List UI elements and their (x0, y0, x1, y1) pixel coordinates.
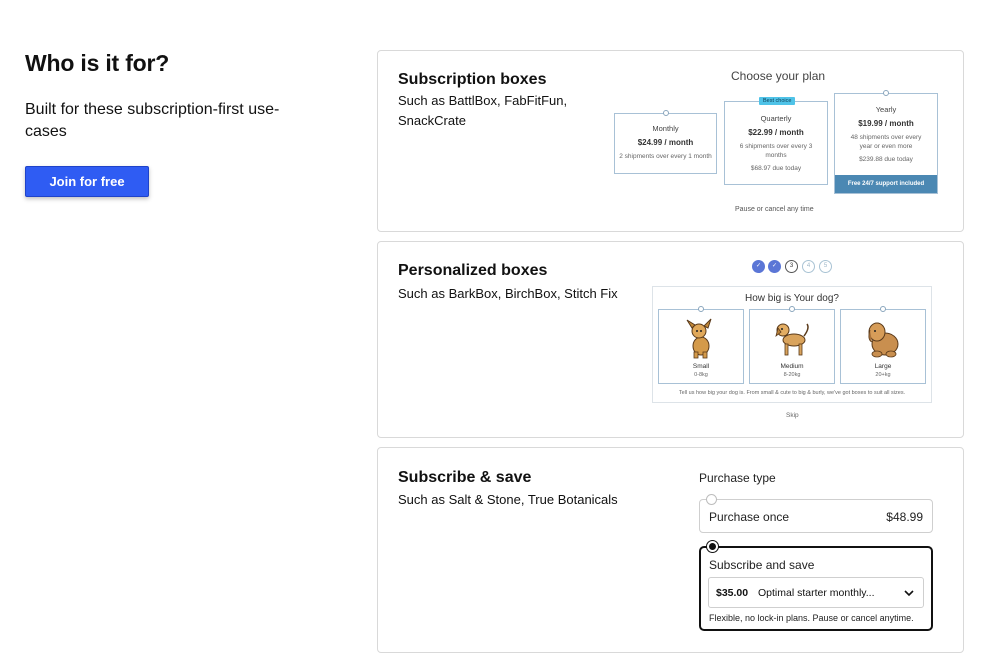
plan-description: 2 shipments over every 1 month (619, 153, 712, 160)
subscription-boxes-card (377, 50, 964, 232)
subscribe-save-card (377, 447, 964, 653)
step-3[interactable]: 3 (785, 260, 798, 273)
purchase-type-label: Purchase type (699, 471, 776, 485)
plan-price: $22.99 / month (748, 128, 804, 137)
subscribe-save-option[interactable] (699, 546, 933, 631)
medium-dog-icon (772, 316, 812, 360)
step-4[interactable]: 4 (802, 260, 815, 273)
card-title: Personalized boxes (398, 262, 548, 279)
page-heading: Who is it for? (25, 50, 170, 76)
plan-due-today: $239.88 due today (859, 156, 913, 163)
plan-due-today: $68.97 due today (750, 165, 802, 172)
dog-size-panel (652, 286, 932, 403)
subscription-price: $35.00 (716, 587, 749, 599)
dog-size-note: Tell us how big your dog is. From small & cute to big & burly, we've got boxes to suit all sizes. (678, 390, 906, 396)
large-dog-icon (863, 316, 903, 360)
plan-description: 48 shipments over every year or even more (850, 134, 922, 150)
card-description: Such as Salt & Stone, True Botanicals (398, 492, 618, 507)
plan-price: $24.99 / month (637, 138, 694, 147)
dog-size-weight: 8-20kg (783, 372, 801, 378)
card-description: Such as BarkBox, BirchBox, Stitch Fix (398, 286, 618, 301)
step-2-check-icon[interactable]: ✓ (768, 260, 781, 273)
plan-name: Monthly (652, 124, 679, 133)
plan-option-yearly[interactable] (834, 93, 938, 194)
dog-size-medium-option[interactable] (749, 309, 835, 384)
step-1-check-icon[interactable]: ✓ (752, 260, 765, 273)
step-5[interactable]: 5 (819, 260, 832, 273)
card-description: Such as BattlBox, FabFitFun, SnackCrate (398, 93, 568, 128)
purchase-once-option[interactable] (699, 499, 933, 533)
subscription-note: Flexible, no lock-in plans. Pause or cancel anytime. (709, 613, 914, 623)
join-for-free-button[interactable]: Join for free (25, 166, 149, 197)
best-choice-badge: Best choice (759, 97, 795, 105)
subscription-plan-select[interactable] (708, 577, 924, 608)
subscribe-save-radio[interactable] (707, 541, 718, 552)
skip-link[interactable]: Skip (786, 412, 799, 419)
dog-size-name: Small (692, 363, 710, 370)
plan-price: $19.99 / month (858, 119, 914, 128)
plan-chooser-title: Choose your plan (731, 69, 826, 83)
plan-radio (883, 90, 889, 96)
plan-option-monthly[interactable] (614, 113, 717, 174)
intro-subtext: Built for these subscription-first use-cases (25, 101, 280, 140)
option-radio (880, 306, 886, 312)
plan-description: 6 shipments over every 3 months (739, 143, 813, 159)
chevron-down-icon[interactable] (903, 587, 915, 599)
dog-size-name: Large (874, 363, 892, 370)
subscription-plan-name: Optimal starter monthly... (758, 587, 875, 599)
subscribe-save-label: Subscribe and save (709, 558, 815, 572)
pause-cancel-note: Pause or cancel any time (735, 206, 814, 213)
card-title: Subscribe & save (398, 469, 532, 486)
dog-size-weight: 0-8kg (694, 372, 708, 378)
support-included-bar: Free 24/7 support included (835, 175, 937, 193)
dog-size-question: How big is Your dog? (745, 293, 839, 304)
dog-size-large-option[interactable] (840, 309, 926, 384)
purchase-once-price: $48.99 (886, 510, 923, 524)
personalized-boxes-card (377, 241, 964, 438)
dog-size-small-option[interactable] (658, 309, 744, 384)
intro-section (25, 50, 325, 189)
plan-name: Yearly (875, 105, 897, 114)
plan-option-quarterly[interactable] (724, 98, 828, 185)
option-radio (698, 306, 704, 312)
plan-radio (663, 110, 669, 116)
plan-name: Quarterly (760, 114, 792, 123)
dog-size-name: Medium (780, 363, 804, 370)
card-title: Subscription boxes (398, 71, 547, 88)
dog-size-weight: 20+kg (875, 372, 891, 378)
small-dog-icon (681, 316, 721, 360)
option-radio (789, 306, 795, 312)
purchase-once-label: Purchase once (709, 510, 790, 524)
purchase-once-radio[interactable] (706, 494, 717, 505)
